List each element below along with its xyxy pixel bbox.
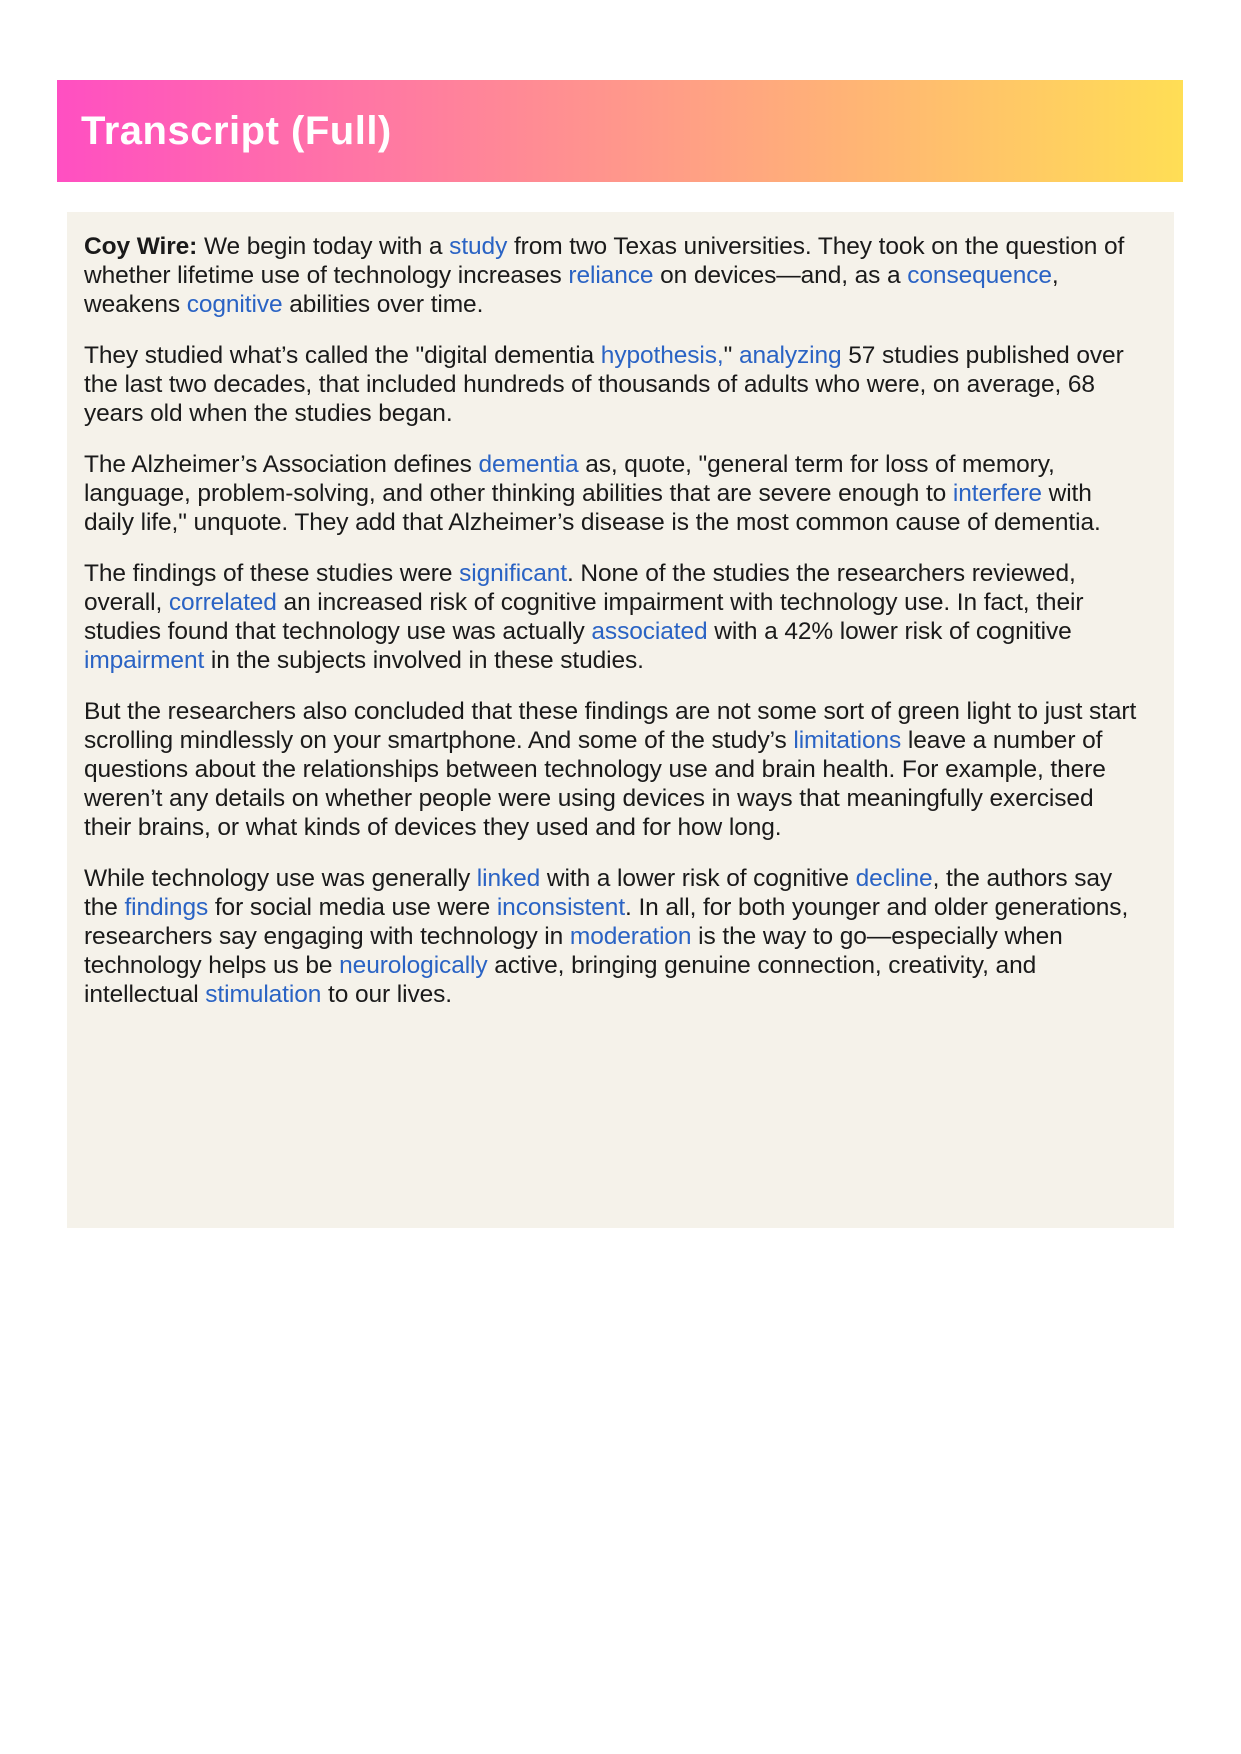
text-segment: with a lower risk of cognitive xyxy=(540,865,856,892)
text-segment: with a 42% lower risk of cognitive xyxy=(707,618,1072,645)
vocab-link[interactable]: significant xyxy=(459,560,567,587)
vocab-link[interactable]: hypothesis, xyxy=(600,342,724,369)
vocab-link[interactable]: findings xyxy=(124,894,209,921)
transcript-paragraph xyxy=(84,341,1138,428)
text-segment: But the researchers also concluded that these findings are not some sort of green light to just start scrolling mindlessly on your smartphone. And some of the study’s xyxy=(84,698,1137,754)
vocab-link[interactable]: stimulation xyxy=(205,981,322,1008)
transcript-paragraph xyxy=(84,864,1138,1009)
vocab-link[interactable]: decline xyxy=(855,865,933,892)
text-segment: " xyxy=(723,342,739,369)
text-segment: 57 studies published over the last two decades, that included hundreds of thousands of adults who were, on average, 68 years old when the studies began. xyxy=(84,342,1124,427)
text-segment: in the subjects involved in these studies. xyxy=(204,647,644,674)
transcript-paragraph xyxy=(84,559,1138,675)
text-segment: is the way to go—especially when technology helps us be xyxy=(84,923,1063,979)
vocab-link[interactable]: consequence xyxy=(907,262,1052,289)
vocab-link[interactable]: study xyxy=(449,233,508,260)
page-title: Transcript (Full) xyxy=(81,108,392,153)
vocab-link[interactable]: neurologically xyxy=(339,952,488,979)
text-segment: The findings of these studies were xyxy=(84,560,460,587)
transcript-paragraph xyxy=(84,232,1138,319)
vocab-link[interactable]: correlated xyxy=(168,589,277,616)
text-segment: leave a number of questions about the relationships between technology use and brain health. For example, there weren’t any details on whether people were using devices in ways that meaningfully exercised their brains, or what kinds of devices they used and for how long. xyxy=(84,727,1106,841)
vocab-link[interactable]: reliance xyxy=(568,262,654,289)
vocab-link[interactable]: inconsistent xyxy=(496,894,626,921)
vocab-link[interactable]: moderation xyxy=(569,923,692,950)
text-segment: to our lives. xyxy=(321,981,452,1008)
text-segment: an increased risk of cognitive impairment with technology use. In fact, their studies found that technology use was actually xyxy=(84,589,1084,645)
vocab-link[interactable]: interfere xyxy=(952,480,1042,507)
vocab-link[interactable]: associated xyxy=(591,618,708,645)
text-segment: While technology use was generally xyxy=(84,865,477,892)
transcript-paragraph xyxy=(84,697,1138,842)
vocab-link[interactable]: linked xyxy=(476,865,541,892)
text-segment: on devices—and, as a xyxy=(653,262,908,289)
text-segment: as, quote, "general term for loss of memory, language, problem-solving, and other thinking abilities that are severe enough to xyxy=(84,451,1055,507)
text-segment: , the authors say the xyxy=(84,865,1113,921)
vocab-link[interactable]: limitations xyxy=(793,727,902,754)
transcript-header-banner xyxy=(57,80,1183,182)
speaker-name: Coy Wire: xyxy=(84,233,198,260)
transcript-panel xyxy=(67,212,1174,1228)
text-segment: They studied what’s called the "digital dementia xyxy=(84,342,601,369)
text-segment: . None of the studies the researchers reviewed, overall, xyxy=(84,560,1076,616)
vocab-link[interactable]: impairment xyxy=(84,647,205,674)
text-segment: , weakens xyxy=(84,262,1059,318)
text-segment: for social media use were xyxy=(208,894,497,921)
text-segment: from two Texas universities. They took on the question of whether lifetime use of technology increases xyxy=(84,233,1125,289)
text-segment: . In all, for both younger and older generations, researchers say engaging with technology in xyxy=(84,894,1129,950)
text-segment: abilities over time. xyxy=(282,291,484,318)
text-segment: The Alzheimer’s Association defines xyxy=(84,451,479,478)
transcript-paragraph xyxy=(84,450,1138,537)
text-segment: We begin today with a xyxy=(197,233,450,260)
text-segment: active, bringing genuine connection, creativity, and intellectual xyxy=(84,952,1037,1008)
vocab-link[interactable]: analyzing xyxy=(738,342,842,369)
text-segment: with daily life," unquote. They add that Alzheimer’s disease is the most common cause of dementia. xyxy=(84,480,1101,536)
vocab-link[interactable]: cognitive xyxy=(186,291,283,318)
vocab-link[interactable]: dementia xyxy=(478,451,579,478)
transcript-body xyxy=(84,232,1138,1009)
